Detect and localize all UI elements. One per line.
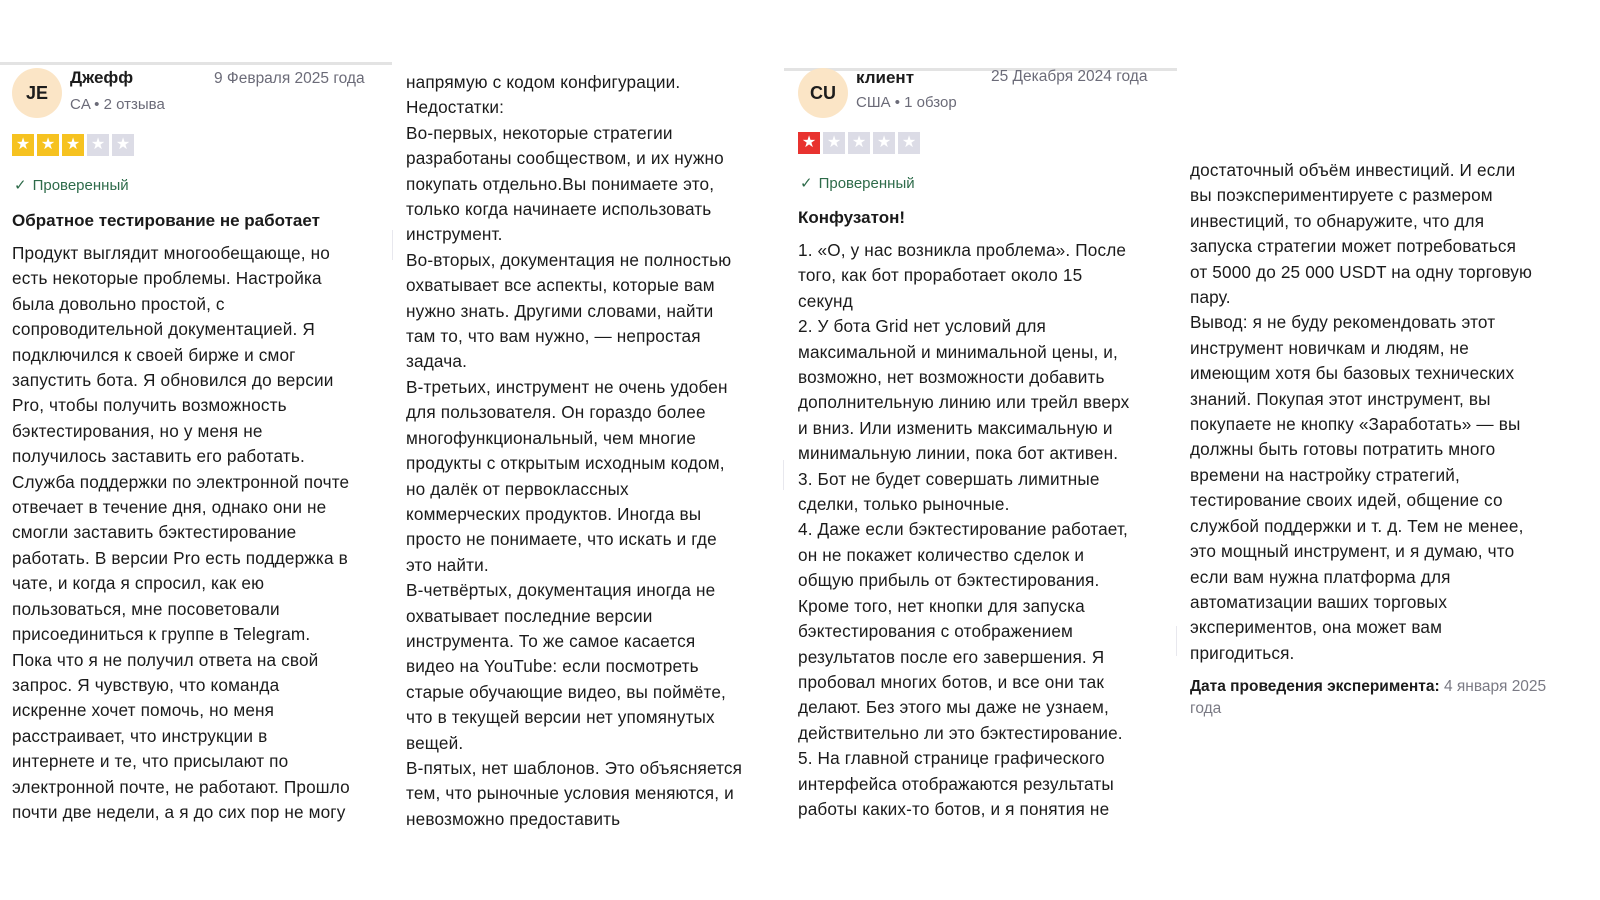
review-date: 9 Февраля 2025 года <box>214 70 365 87</box>
star-icon: ★ <box>823 132 845 154</box>
verified-label: Проверенный <box>818 174 915 192</box>
review-title: Обратное тестирование не работает <box>12 211 320 230</box>
star-icon: ★ <box>62 134 84 156</box>
check-icon: ✓ <box>14 177 27 194</box>
reviewer-meta: CA • 2 отзыва <box>70 96 165 113</box>
star-icon: ★ <box>848 132 870 154</box>
verified-badge <box>800 174 915 192</box>
experience-value: 4 января 2025 года <box>1190 678 1547 717</box>
review-card-1-continued <box>406 70 776 829</box>
review-date: 25 Декабря 2024 года <box>991 68 1148 85</box>
reviewer-name[interactable]: клиент <box>856 68 915 87</box>
review-body: 1. «О, у нас возникла проблема». После того, как бот проработает около 15 секунд 2. У бота Grid нет условий для максимальной и минимальной цены, и, возможно, нет возможности добавить дополнительную линию или трейл вверх и вниз. Или изменить максимальную и минимальную линии, пока бот активен. 3. Бот не будет совершать лимитные сделки, только рыночные. 4. Даже если бэктестирование работает, он не покажет количество сделок и общую прибыль от бэктестирования. Кроме того, нет кнопки для запуска бэктестирования с отображением результатов после его завершения. Я пробовал многих ботов, и все они так делают. Без этого мы даже не узнаем, действительно ли это бэктестирование. 5. На главной странице графического интерфейса отображаются результаты работы каких-то ботов, и я понятия не <box>798 240 1130 819</box>
rating-stars <box>12 134 134 156</box>
review-body-continued: достаточный объём инвестиций. И если вы поэкспериментируете с размером инвестиций, то обнаружите, что для запуска стратегии может потребоваться от 5000 до 25 000 USDT на одну торговую пару. Вывод: я не буду рекомендовать этот инструмент новичкам и людям, не имеющим хотя бы базовых технических знаний. Покупая этот инструмент, вы покупаете не кнопку «Заработать» — вы должны быть готовы потратить много времени на настройку стратегий, тестирование своих идей, общение со службой поддержки и т. д. Тем не менее, это мощный инструмент, и я думаю, что если вам нужна платформа для автоматизации ваших торговых экспериментов, она может вам пригодиться. <box>1190 160 1533 663</box>
column-divider <box>1176 626 1177 656</box>
experience-label: Дата проведения эксперимента: <box>1190 678 1440 695</box>
verified-label: Проверенный <box>32 176 129 194</box>
star-icon: ★ <box>898 132 920 154</box>
experience-date <box>1190 676 1570 720</box>
star-icon: ★ <box>112 134 134 156</box>
star-icon: ★ <box>37 134 59 156</box>
column-divider <box>392 230 393 260</box>
review-title: Конфузатон! <box>798 208 906 227</box>
review-body-continued: напрямую с кодом конфигурации. Недостатки: Во-первых, некоторые стратегии разработаны сообществом, и их нужно покупать отдельно.Вы понимаете это, только когда начинаете использовать инструмент. Во-вторых, документация не полностью охватывает все аспекты, которые вам нужно знать. Другими словами, найти там то, что вам нужно, — непростая задача. В-третьих, инструмент не очень удобен для пользователя. Он гораздо более многофункциональный, чем многие продукты с открытым исходным кодом, но далёк от первоклассных коммерческих продуктов. Иногда вы просто не понимаете, что искать и где это найти. В-четвёртых, документация иногда не охватывает последние версии инструмента. То же самое касается видео на YouTube: если посмотреть старые обучающие видео, вы поймёте, что в текущей версии нет упомянутых вещей. В-пятых, нет шаблонов. Это объясняется тем, что рыночные условия меняются, и невозможно предоставить <box>406 72 743 829</box>
reviewer-name[interactable]: Джефф <box>70 68 134 87</box>
verified-badge <box>14 176 129 194</box>
review-card-1 <box>0 62 392 822</box>
avatar[interactable]: CU <box>798 68 848 118</box>
avatar[interactable]: JE <box>12 68 62 118</box>
reviewer-meta: США • 1 обзор <box>856 94 957 111</box>
review-card-2-continued <box>1190 158 1585 728</box>
review-body: Продукт выглядит многообещающе, но есть некоторые проблемы. Настройка была довольно простой, с сопроводительной документацией. Я подключился к своей бирже и смог запустить бота. Я обновился до версии Pro, чтобы получить возможность бэктестирования, но у меня не получилось заставить его работать. Служба поддержки по электронной почте отвечает в течение дня, однако они не смогли заставить бэктестирование работать. В версии Pro есть поддержка в чате, и когда я спросил, как ею пользоваться, мне посоветовали присоединиться к группе в Telegram. Пока что я не получил ответа на свой запрос. Я чувствую, что команда искренне хочет помочь, но меня расстраивает, что инструкции в интернете и те, что присылают по электронной почте, не работают. Прошло почти две недели, а я до сих пор не могу <box>12 243 350 822</box>
star-icon: ★ <box>873 132 895 154</box>
card-top-border <box>0 62 392 65</box>
star-icon: ★ <box>12 134 34 156</box>
check-icon: ✓ <box>800 175 813 192</box>
review-card-2 <box>784 68 1178 820</box>
star-icon: ★ <box>798 132 820 154</box>
rating-stars <box>798 132 920 154</box>
star-icon: ★ <box>87 134 109 156</box>
